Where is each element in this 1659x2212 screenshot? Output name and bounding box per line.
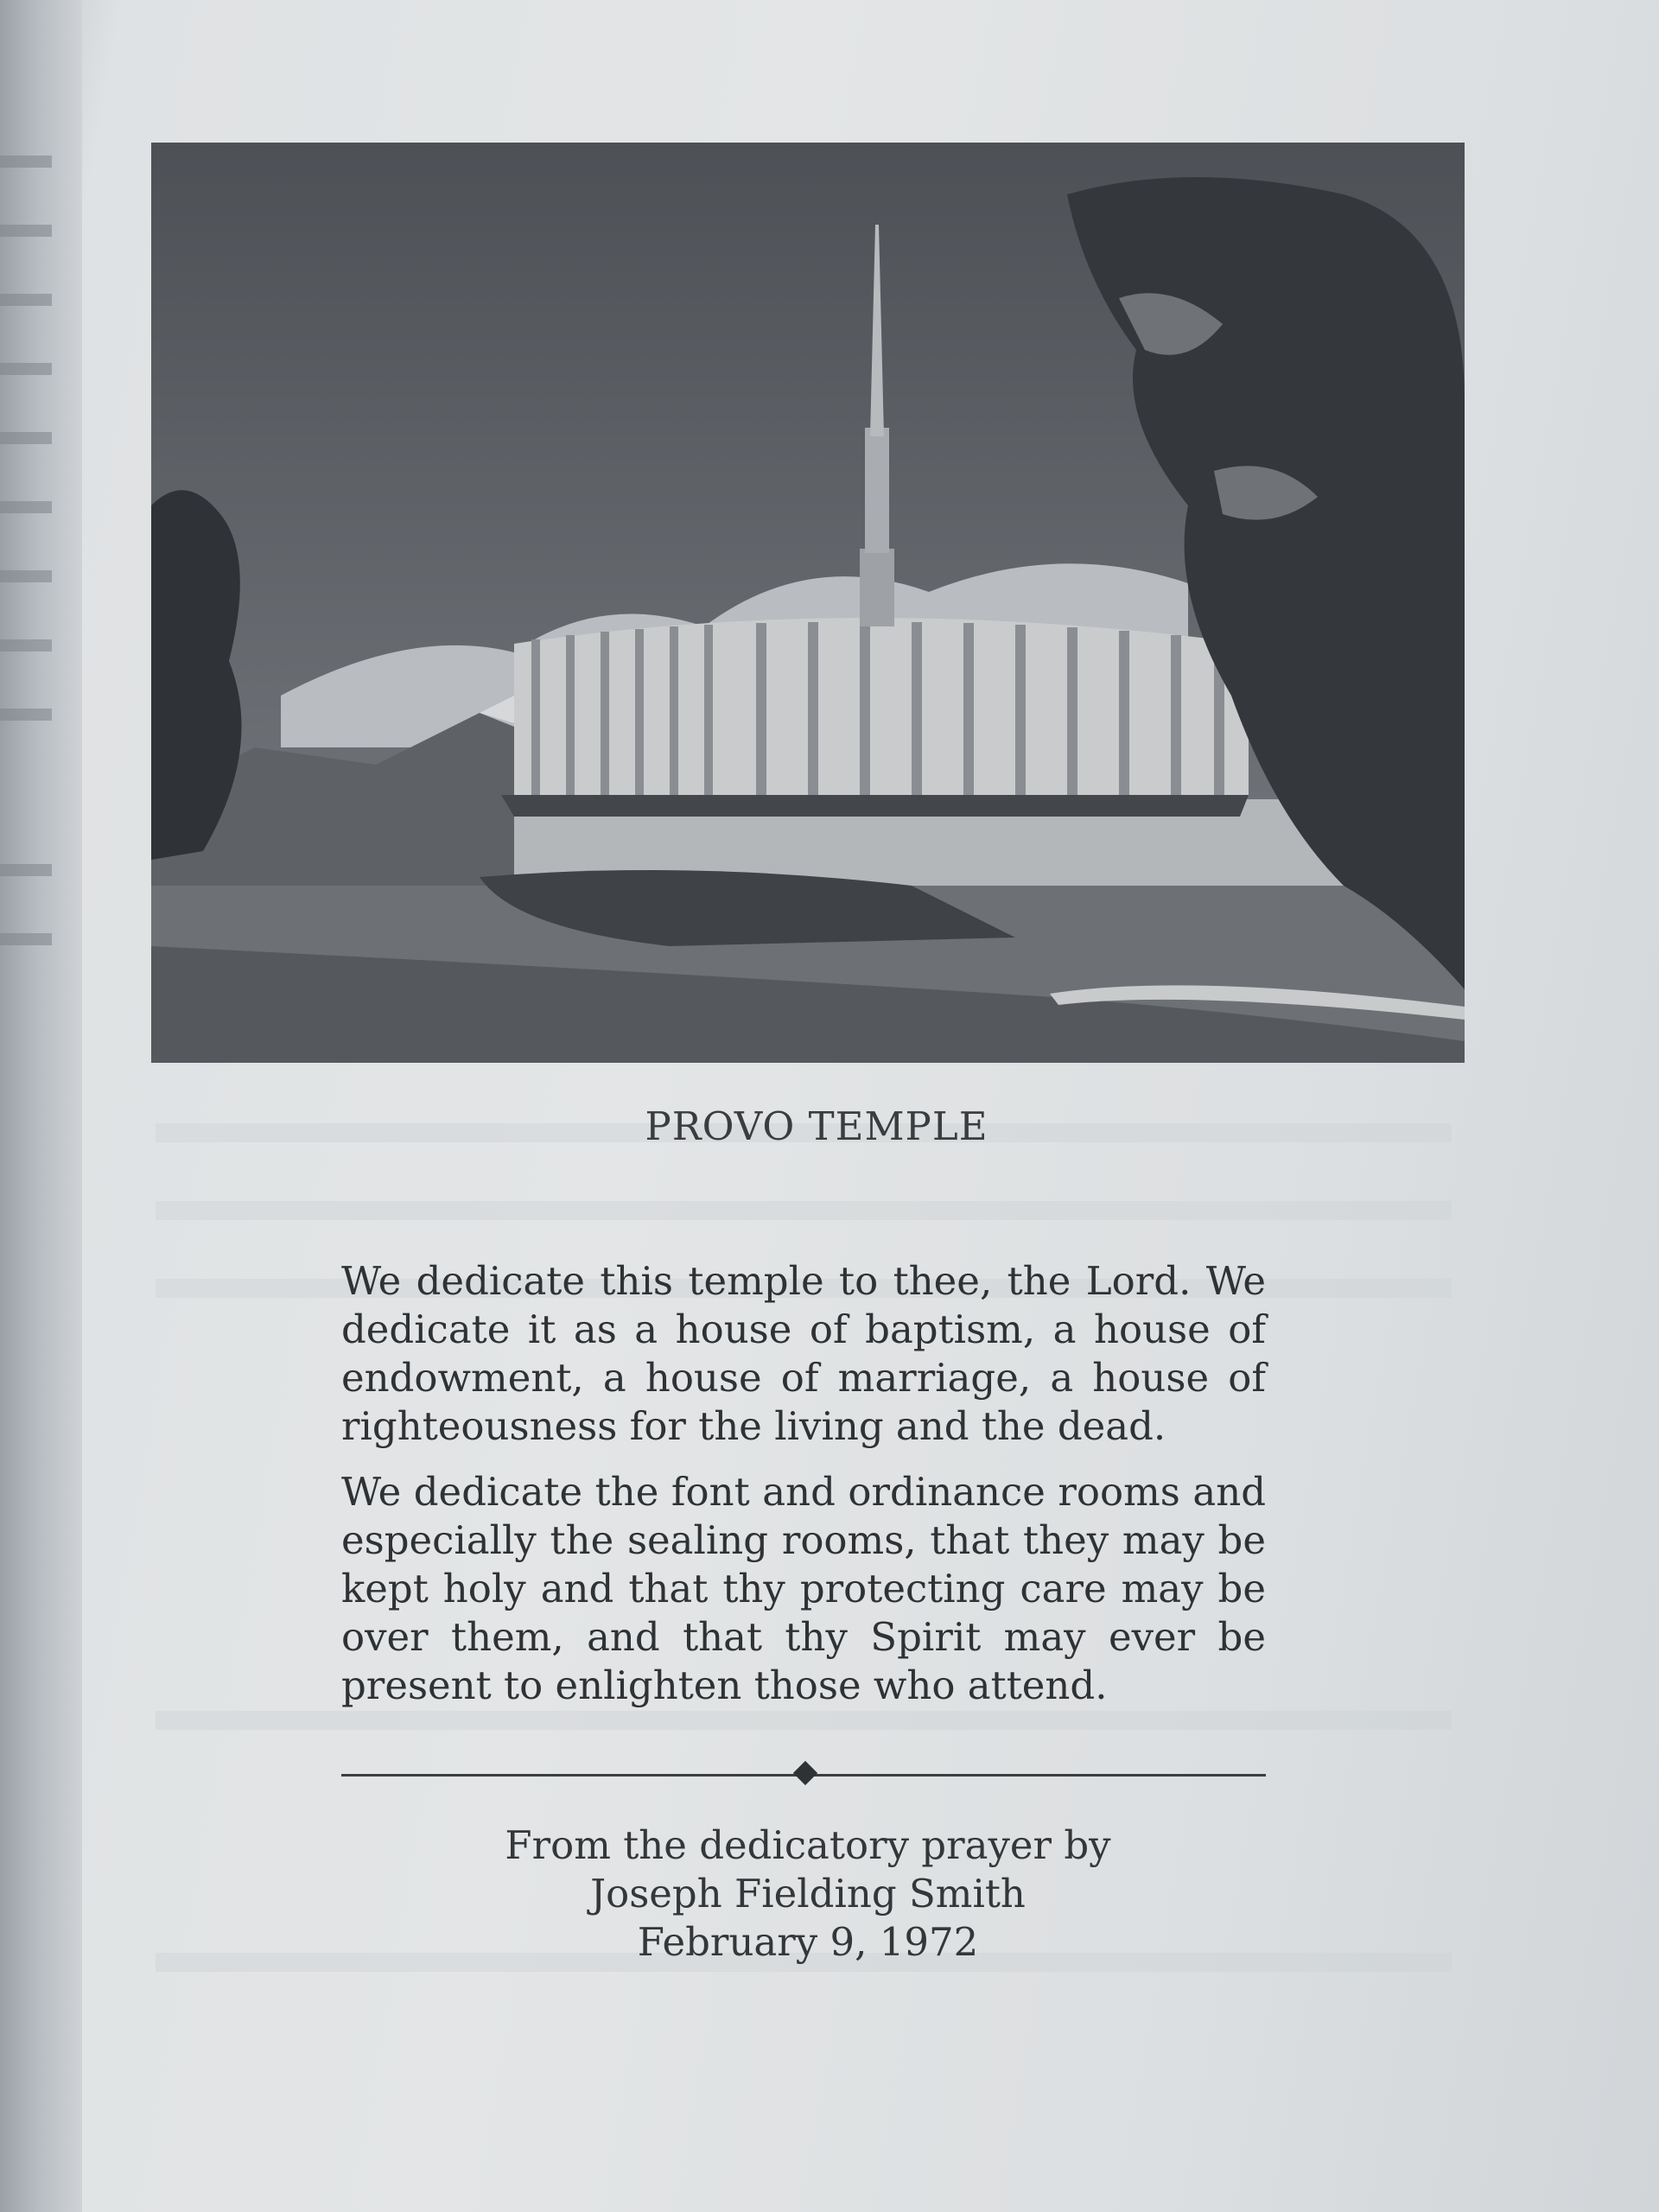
temple-ledge — [501, 795, 1249, 817]
facing-page-text-line — [0, 294, 52, 306]
attribution-date: February 9, 1972 — [637, 1919, 979, 1965]
temple-photo — [151, 143, 1465, 1063]
facing-page-text-line — [0, 570, 52, 582]
spire-middle — [865, 428, 889, 553]
attribution-author: Joseph Fielding Smith — [590, 1871, 1026, 1916]
dedicatory-quote — [341, 1257, 1266, 1727]
facing-page-text-line — [0, 363, 52, 375]
temple-illustration — [151, 143, 1465, 1063]
facing-page-text-line — [0, 639, 52, 652]
facing-page-text-line — [0, 709, 52, 721]
facing-page-text-line — [0, 864, 52, 876]
facing-page-text-line — [0, 432, 52, 444]
facing-page-text-line — [0, 156, 52, 168]
spire-base — [860, 549, 894, 626]
divider-diamond-icon — [793, 1761, 817, 1785]
attribution — [0, 1821, 1616, 1967]
photo-caption: PROVO TEMPLE — [645, 1103, 988, 1149]
temple-upper-wall — [514, 618, 1249, 795]
facing-page-text-line — [0, 501, 52, 513]
facing-page-text-line — [0, 933, 52, 945]
quote-paragraph-2: We dedicate the font and ordinance rooms and especially the sealing rooms, that they may be kept holy and that thy protecting care may be over them, and that thy Spirit may ever be present to enlighten those who attend. — [341, 1469, 1266, 1708]
bleed-through-text — [156, 1201, 1452, 1220]
facing-page-text-line — [0, 225, 52, 237]
attribution-source: From the dedicatory prayer by — [505, 1822, 1111, 1868]
quote-paragraph-1: We dedicate this temple to thee, the Lord. We dedicate it as a house of baptism, a house of endowment, a house of marriage, a house of righteousness for the living and the dead. — [341, 1258, 1266, 1449]
